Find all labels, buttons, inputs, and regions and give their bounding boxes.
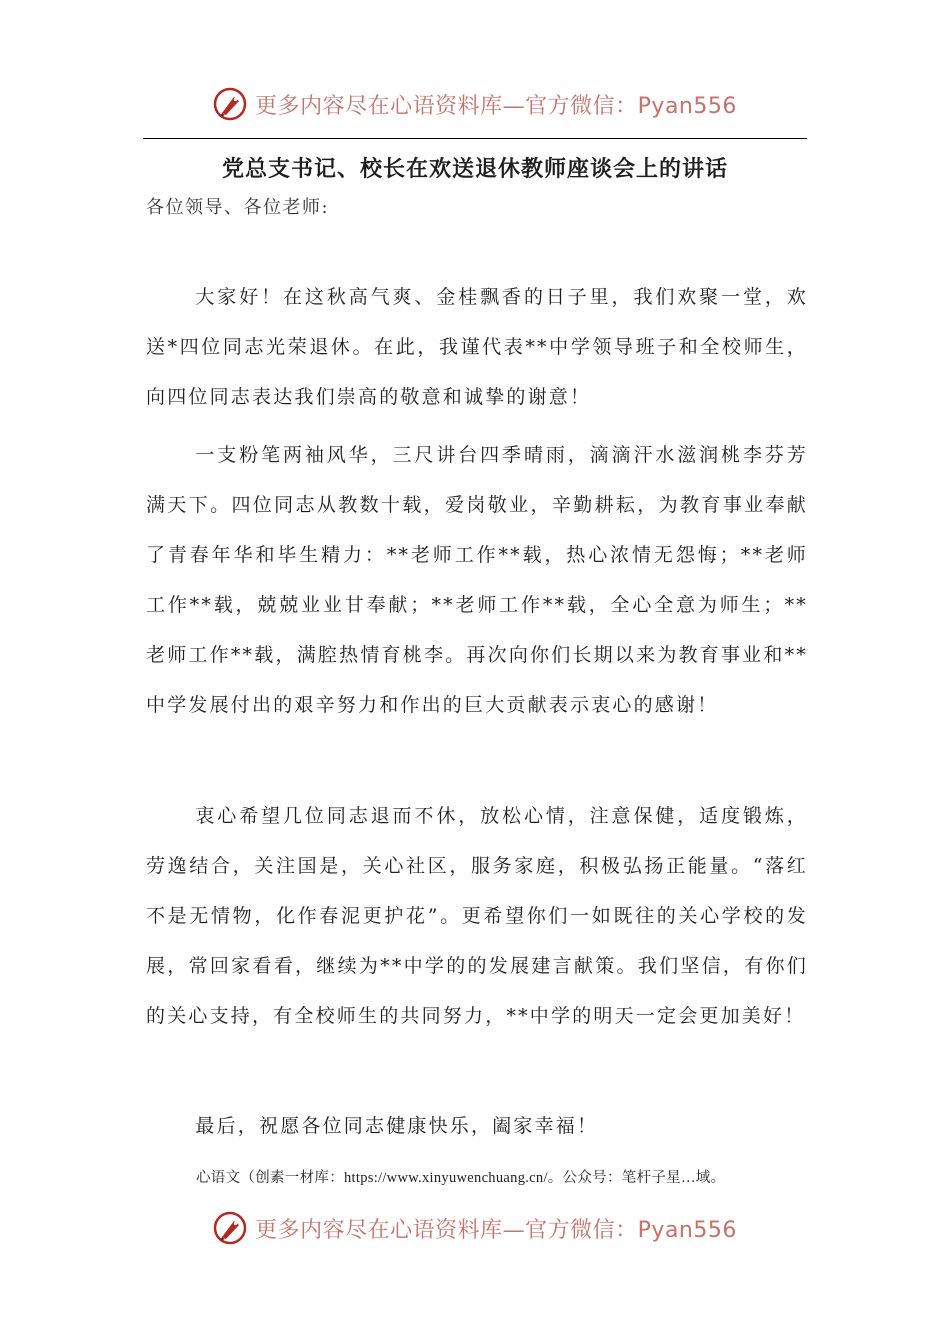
- banner-wechat-id: Pyan556: [637, 1217, 737, 1243]
- footer-banner: [0, 1206, 950, 1250]
- banner-slogan: 更多内容尽在心语资料库: [255, 93, 503, 119]
- paragraph-tribute: 一支粉笔两袖风华，三尺讲台四季晴雨，滴滴汗水滋润桃李芬芳满天下。四位同志从教数十载，爱岗敬业，辛勤耕耘，为教育事业奉献了青春年华和毕生精力：**老师工作**载，热心浓情无怨悔；**老师工作**载，兢兢业业甘奉献；**老师工作**载，全心全意为师生；**老师工作**载，满腔热情育桃李。再次向你们长期以来为教育事业和**中学发展付出的艰辛努力和作出的巨大贡献表示衷心的感谢！: [146, 444, 808, 716]
- paragraph-closing: 最后，祝愿各位同志健康快乐，阖家幸福！: [195, 1115, 599, 1137]
- banner-dash: —: [502, 93, 526, 119]
- banner-text: [255, 1213, 737, 1244]
- banner-slogan: 更多内容尽在心语资料库: [255, 1217, 503, 1243]
- document-title: 党总支书记、校长在欢送退休教师座谈会上的讲话: [221, 156, 728, 182]
- pen-nib-logo-icon: [213, 1211, 247, 1245]
- banner-dash: —: [502, 1217, 526, 1243]
- banner-wechat-id: Pyan556: [637, 93, 737, 119]
- banner-wechat-label: 官方微信：: [525, 93, 638, 119]
- header-banner: [0, 82, 950, 126]
- paragraph-greeting: 大家好！在这秋高气爽、金桂飘香的日子里，我们欢聚一堂，欢送*四位同志光荣退休。在此，我谨代表**中学领导班子和全校师生，向四位同志表达我们崇高的敬意和诚挚的谢意！: [146, 286, 808, 408]
- salutation: 各位领导、各位老师:: [146, 197, 330, 218]
- banner-wechat-label: 官方微信：: [525, 1217, 638, 1243]
- source-note: 心语文（创素一材库：https://www.xinyuwenchuang.cn/。公众号：笔杆子星…域。: [196, 1170, 726, 1186]
- banner-text: [255, 89, 737, 120]
- paragraph-wishes: 衷心希望几位同志退而不休，放松心情，注意保健，适度锻炼，劳逸结合，关注国是，关心社区，服务家庭，积极弘扬正能量。“落红不是无情物，化作春泥更护花”。更希望你们一如既往的关心学校的发展，常回家看看，继续为**中学的的发展建言献策。我们坚信，有你们的关心支持，有全校师生的共同努力，**中学的明天一定会更加美好！: [146, 805, 808, 1027]
- pen-nib-logo-icon: [213, 87, 247, 121]
- header-divider: [143, 138, 807, 139]
